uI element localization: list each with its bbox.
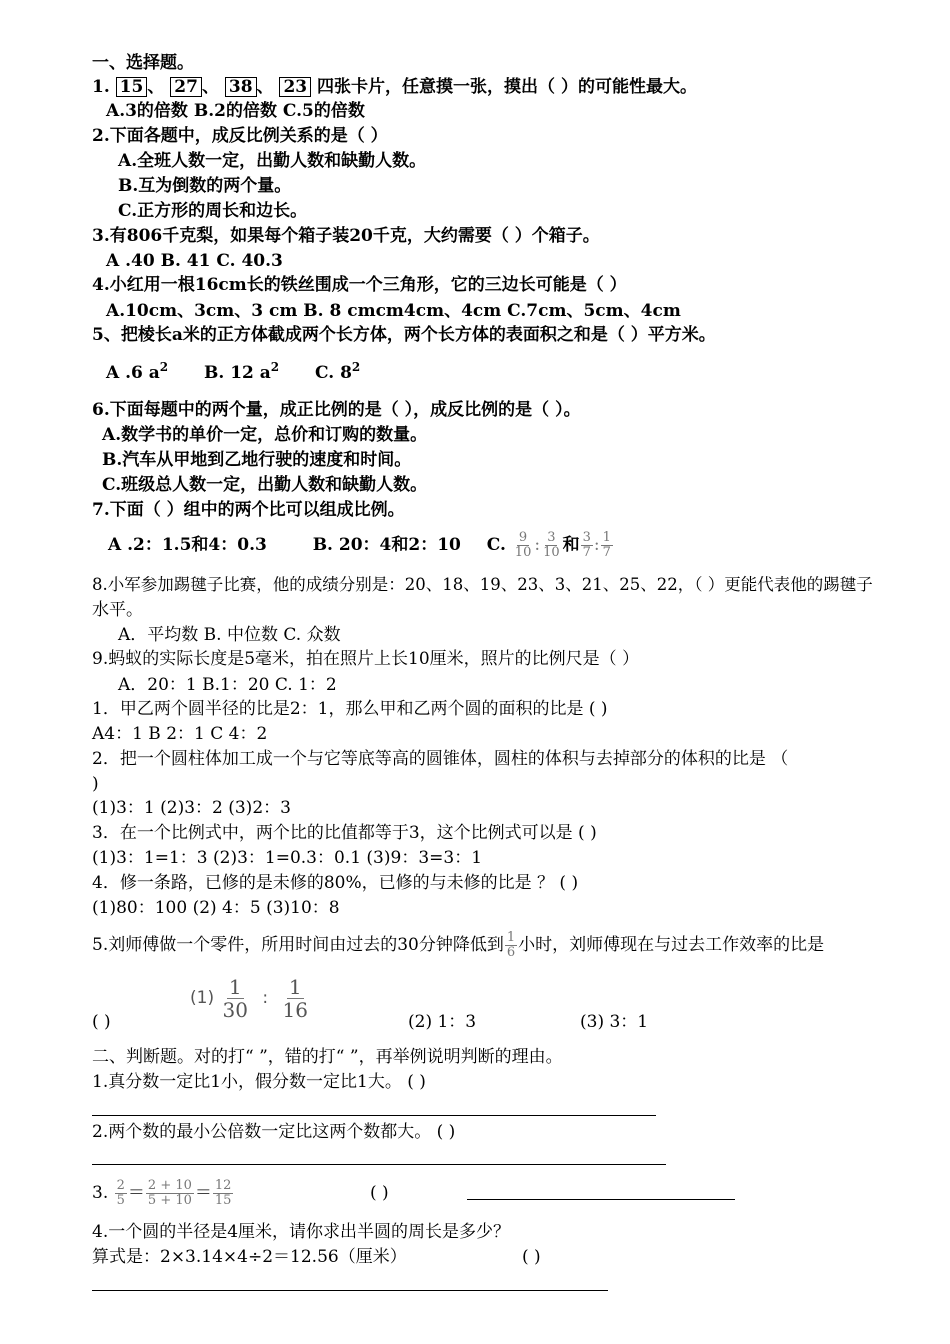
- r5-stem: [92, 928, 824, 962]
- r5-stem-a: 5.刘师傅做一个零件，所用时间由过去的30分钟降低到: [92, 935, 504, 955]
- q8-options: A．平均数 B. 中位数 C. 众数: [118, 625, 341, 645]
- fraction: [221, 976, 250, 1021]
- j4-paren: ( ): [522, 1247, 541, 1267]
- q6-option-a: A.数学书的单价一定，总价和订购的数量。: [102, 425, 428, 445]
- denominator: 16: [282, 997, 308, 1022]
- question-1: [92, 76, 697, 98]
- q5-option-a: A .6 a: [106, 363, 160, 383]
- denominator: 7: [602, 545, 611, 560]
- q6-option-b: B.汽车从甲地到乙地行驶的速度和时间。: [102, 450, 412, 470]
- and-word: 和: [562, 535, 580, 555]
- q2-stem: 2.下面各题中，成反比例关系的是（ ）: [92, 126, 388, 146]
- q1-rest: 四张卡片，任意摸一张，摸出（ ）的可能性最大。: [317, 77, 697, 97]
- numerator: 1: [228, 974, 242, 999]
- r5-stem-b: 小时，刘师傅现在与过去工作效率的比是: [518, 935, 825, 955]
- q2-option-b: B.互为倒数的两个量。: [118, 176, 292, 196]
- r3-stem: 3．在一个比例式中，两个比的比值都等于3，这个比例式可以是 ( ): [92, 823, 597, 843]
- q6-stem: 6.下面每题中的两个量，成正比例的是（ ），成反比例的是（ ）。: [92, 400, 581, 420]
- q5-option-c: C. 8: [315, 363, 352, 383]
- q1-sep: 、: [147, 77, 165, 97]
- q7-stem: 7.下面（ ）组中的两个比可以组成比例。: [92, 500, 405, 520]
- fraction: [115, 1179, 127, 1208]
- equals: ＝: [194, 1183, 212, 1203]
- exponent: 2: [159, 360, 169, 374]
- answer-line-3: [467, 1199, 735, 1200]
- numerator: 12: [214, 1178, 232, 1193]
- card-3: 38: [225, 77, 257, 97]
- q9-stem: 9.蚂蚁的实际长度是5毫米，拍在照片上长10厘米，照片的比例尺是（ ）: [92, 649, 640, 669]
- numerator: 1: [506, 930, 516, 945]
- denominator: 5 + 10: [147, 1193, 192, 1208]
- q2-option-c: C.正方形的周长和边长。: [118, 201, 308, 221]
- judge-3: [92, 1176, 234, 1210]
- denominator: 30: [222, 997, 248, 1022]
- card-2: 27: [170, 77, 202, 97]
- denominator: 10: [514, 545, 532, 560]
- card-4: 23: [279, 77, 311, 97]
- colon: :: [534, 535, 541, 555]
- q7-option-b: B. 20：4和2：10: [312, 535, 461, 555]
- option-label: (1): [190, 988, 215, 1008]
- q1-sep: 、: [256, 77, 274, 97]
- colon: :: [262, 988, 269, 1008]
- q3-options: A .40 B. 41 C. 40.3: [106, 251, 283, 271]
- denominator: 6: [506, 945, 516, 960]
- r4-stem: 4．修一条路，已修的是未修的80%，已修的与未修的比是 ？ ( ): [92, 873, 579, 893]
- denominator: 15: [214, 1193, 232, 1208]
- numerator: 9: [518, 530, 528, 545]
- judge-2: 2.两个数的最小公倍数一定比这两个数都大。 ( ): [92, 1122, 456, 1142]
- fraction: [513, 531, 534, 560]
- q5-option-b: B. 12 a: [204, 363, 271, 383]
- denominator: 5: [116, 1193, 125, 1208]
- q5-stem: 5、把棱长a米的正方体截成两个长方体，两个长方体的表面积之和是（ ）平方米。: [92, 325, 716, 345]
- exponent: 2: [270, 360, 280, 374]
- q3-stem: 3.有806千克梨，如果每个箱子装20千克，大约需要（ ）个箱子。: [92, 226, 600, 246]
- r3-options: (1)3：1=1：3 (2)3：1=0.3：0.1 (3)9：3=3：1: [92, 848, 483, 868]
- fraction: [601, 531, 613, 560]
- numerator: 1: [288, 974, 302, 999]
- q8-stem: 8.小军参加踢毽子比赛，他的成绩分别是：20、18、19、23、3、21、25、22，（ ）更能代表他的踢毽子: [92, 575, 873, 594]
- q1-options: A.3的倍数 B.2的倍数 C.5的倍数: [106, 101, 365, 121]
- equals: ＝: [127, 1183, 145, 1203]
- colon: :: [593, 535, 600, 555]
- r1-stem: 1．甲乙两个圆半径的比是2：1，那么甲和乙两个圆的面积的比是 ( ): [92, 699, 608, 719]
- q1-sep: 、: [201, 77, 219, 97]
- denominator: 10: [543, 545, 560, 560]
- r5-answer-paren: ( ): [92, 1012, 111, 1032]
- fraction: [581, 531, 593, 560]
- r1-options: A4：1 B 2：1 C 4：2: [92, 724, 268, 744]
- section2-title: 二、判断题。对的打“ ”，错的打“ ”，再举例说明判断的理由。: [92, 1047, 563, 1067]
- r2-options: (1)3：1 (2)3：2 (3)2：3: [92, 798, 291, 818]
- answer-line-2: [92, 1164, 666, 1165]
- denominator: 7: [582, 545, 591, 560]
- r5-option-2: (2) 1：3: [408, 1012, 477, 1032]
- r5-option-1: [190, 972, 311, 1024]
- q6-option-c: C.班级总人数一定，出勤人数和缺勤人数。: [102, 475, 428, 495]
- fraction: [146, 1179, 194, 1208]
- exponent: 2: [351, 360, 361, 374]
- numerator: 2: [116, 1178, 125, 1193]
- fraction: [281, 976, 310, 1021]
- fraction: [213, 1179, 234, 1208]
- fraction: [541, 531, 562, 560]
- r2-stem: 2．把一个圆柱体加工成一个与它等底等高的圆锥体，圆柱的体积与去掉部分的体积的比是 （: [92, 749, 789, 769]
- section1-title: 一、选择题。: [92, 53, 194, 73]
- answer-line-4: [92, 1290, 608, 1291]
- q5-options: [106, 362, 360, 384]
- q2-option-a: A.全班人数一定，出勤人数和缺勤人数。: [118, 151, 427, 171]
- q7-option-c: C.: [486, 535, 506, 555]
- answer-line-1: [92, 1115, 656, 1116]
- numerator: 2 + 10: [147, 1178, 192, 1193]
- judge-4-stem: 4.一个圆的半径是4厘米，请你求出半圆的周长是多少？: [92, 1222, 511, 1242]
- q4-stem: 4.小红用一根16cm长的铁丝围成一个三角形，它的三边长可能是（ ）: [92, 275, 627, 295]
- r4-options: (1)80：100 (2) 4：5 (3)10：8: [92, 898, 340, 918]
- numerator: 3: [582, 530, 591, 545]
- r2-stem-cont: ): [92, 774, 99, 794]
- card-1: 15: [116, 77, 148, 97]
- q1-number: 1.: [92, 77, 110, 97]
- q8-stem-cont: 水平。: [92, 600, 143, 620]
- j3-label: 3.: [92, 1183, 109, 1203]
- numerator: 1: [602, 530, 611, 545]
- judge-4-work: 算式是：2×3.14×4÷2＝12.56（厘米）: [92, 1247, 407, 1267]
- r5-option-3: (3) 3：1: [580, 1012, 649, 1032]
- numerator: 3: [547, 530, 556, 545]
- j3-paren: ( ): [370, 1183, 389, 1203]
- fraction: [505, 931, 517, 960]
- q7-option-a: A .2：1.5和4：0.3: [108, 535, 267, 555]
- q9-options: A．20：1 B.1：20 C. 1：2: [118, 675, 337, 695]
- q4-options: A.10cm、3cm、3 cm B. 8 cmcm4cm、4cm C.7cm、5cm、4cm: [106, 301, 681, 321]
- judge-1: 1.真分数一定比1小，假分数一定比1大。 ( ): [92, 1072, 426, 1092]
- q7-options: [108, 528, 614, 562]
